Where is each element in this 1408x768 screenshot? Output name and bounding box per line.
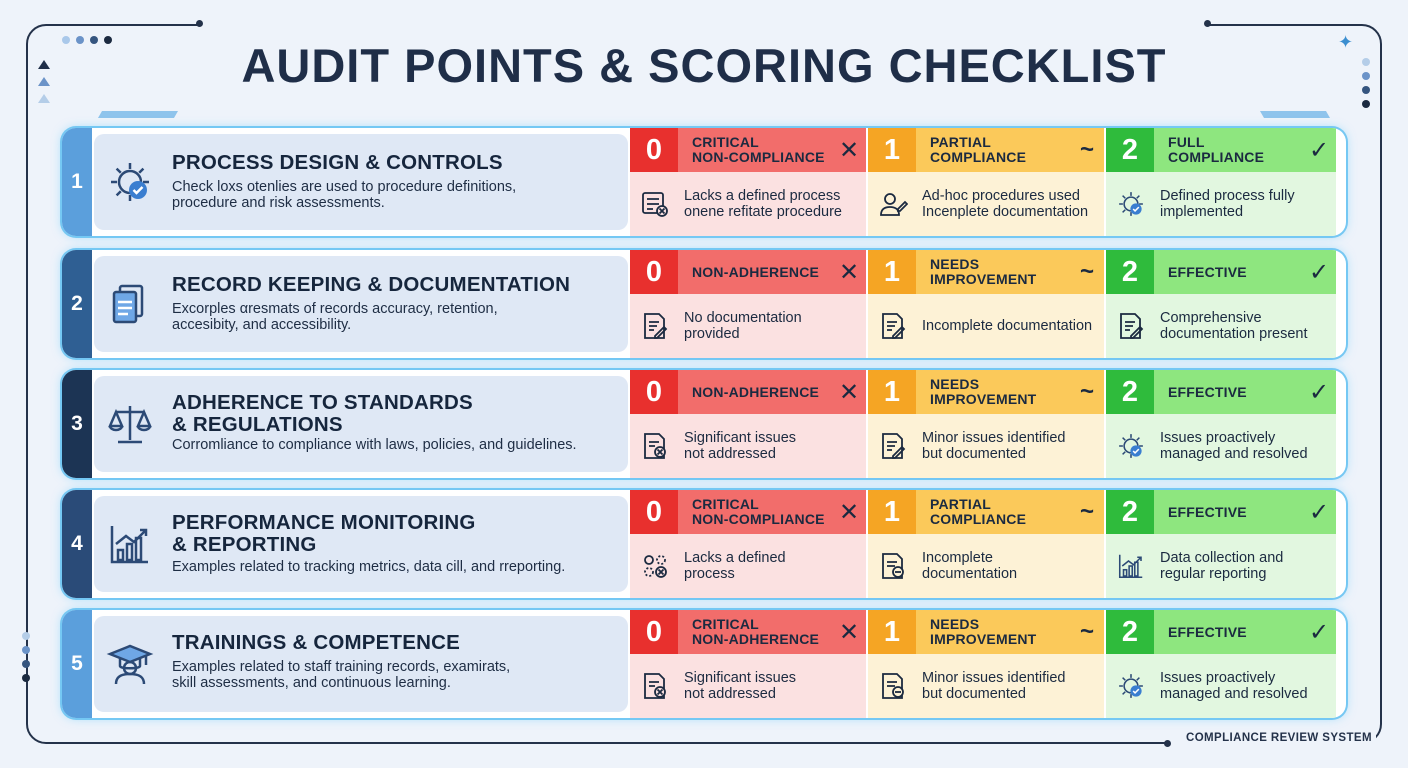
check-icon: ✓: [1308, 136, 1330, 164]
score-value: 1: [868, 370, 916, 414]
score-header: [630, 610, 866, 654]
tilde-icon: ~: [1079, 378, 1094, 405]
title-accent: [1260, 111, 1330, 118]
item-title: ADHERENCE TO STANDARDS & REGULATIONS: [172, 391, 473, 436]
score-criteria: [868, 534, 1104, 598]
score-criteria-text: Significant issues not addressed: [684, 670, 797, 702]
item-description: Examples related to staff training records, examirats, skill assessments, and continuous learning.: [172, 659, 511, 691]
score-criteria-text: Significant issues not addressed: [684, 430, 797, 462]
score-label: CRITICAL NON-COMPLIANCE: [692, 134, 825, 165]
score-criteria: [868, 294, 1104, 358]
item-description: Examples related to tracking metrics, data cill, and rreporting.: [172, 559, 566, 575]
audit-row: [62, 250, 1346, 358]
deco-dot: [22, 660, 30, 668]
score-label: NEEDS IMPROVEMENT: [930, 376, 1037, 407]
score-label: NON-ADHERENCE: [692, 263, 820, 280]
score-criteria-text: Lacks a defined process: [684, 550, 786, 582]
gear-check-icon: [1116, 189, 1146, 219]
score-label: NON-ADHERENCE: [692, 383, 820, 400]
graduate-icon: [106, 640, 154, 688]
score-cell-2: [1106, 610, 1336, 718]
item-description: Excorples αresmats of records accuracy, retention, accesibity, and accessibility.: [172, 301, 498, 333]
check-icon: ✓: [1308, 258, 1330, 286]
doc-pen-icon: [1116, 311, 1146, 341]
doc-pen-icon: [640, 311, 670, 341]
score-header: [630, 370, 866, 414]
score-value: 0: [630, 610, 678, 654]
scales-icon: [106, 400, 154, 448]
user-pen-icon: [878, 189, 908, 219]
score-value: 1: [868, 490, 916, 534]
item-description: Check loxs otenlies are used to procedure definitions, procedure and risk assessments.: [172, 179, 517, 211]
deco-dot: [22, 632, 30, 640]
gear-check-icon: [1116, 431, 1146, 461]
score-header: [868, 610, 1104, 654]
check-icon: ✓: [1308, 378, 1330, 406]
check-icon: ✓: [1308, 498, 1330, 526]
score-label: EFFECTIVE: [1168, 263, 1247, 280]
score-cell-0: [630, 490, 866, 598]
score-criteria-text: Minor issues identified but documented: [922, 670, 1066, 702]
cross-icon: ✕: [838, 136, 860, 164]
score-label: EFFECTIVE: [1168, 623, 1247, 640]
score-criteria: [630, 414, 866, 478]
gear-check-icon: [106, 158, 154, 206]
doc-x-icon: [640, 671, 670, 701]
score-criteria-text: Incomplete documentation: [922, 550, 1018, 582]
tilde-icon: ~: [1079, 136, 1094, 163]
score-label: CRITICAL NON-COMPLIANCE: [692, 496, 825, 527]
doc-minus-icon: [878, 551, 908, 581]
score-criteria-text: Defined process fully implemented: [1160, 188, 1295, 220]
score-cell-2: [1106, 128, 1336, 236]
item-title: PROCESS DESIGN & CONTROLS: [172, 151, 503, 174]
score-label: CRITICAL NON-ADHERENCE: [692, 616, 820, 647]
audit-item: [94, 496, 628, 592]
doc-x-icon: [640, 431, 670, 461]
score-criteria: [868, 654, 1104, 718]
score-cell-1: [868, 370, 1104, 478]
score-value: 2: [1106, 370, 1154, 414]
score-value: 0: [630, 370, 678, 414]
score-header: [1106, 610, 1336, 654]
score-cell-2: [1106, 250, 1336, 358]
score-criteria-text: Issues proactively managed and resolved: [1160, 430, 1308, 462]
score-label: FULL COMPLIANCE: [1168, 134, 1265, 165]
page-title: AUDIT POINTS & SCORING CHECKLIST: [241, 39, 1167, 92]
score-cell-2: [1106, 370, 1336, 478]
cross-icon: ✕: [838, 378, 860, 406]
score-criteria-text: Data collection and regular reporting: [1160, 550, 1284, 582]
audit-row: [62, 370, 1346, 478]
score-header: [630, 490, 866, 534]
score-criteria: [868, 172, 1104, 236]
score-cell-1: [868, 128, 1104, 236]
score-label: EFFECTIVE: [1168, 383, 1247, 400]
score-header: [1106, 490, 1336, 534]
title-accent: [98, 111, 178, 118]
item-description: Corromliance to compliance with laws, policies, and guidelines.: [172, 437, 577, 453]
score-criteria-text: Issues proactively managed and resolved: [1160, 670, 1308, 702]
audit-row: [62, 610, 1346, 718]
frame-gap: [200, 20, 1206, 28]
score-label: NEEDS IMPROVEMENT: [930, 256, 1037, 287]
score-label: PARTIAL COMPLIANCE: [930, 496, 1027, 527]
gear-check-icon: [1116, 671, 1146, 701]
score-criteria: [630, 294, 866, 358]
score-header: [868, 370, 1104, 414]
score-value: 0: [630, 128, 678, 172]
score-criteria: [868, 414, 1104, 478]
score-criteria: [1106, 534, 1336, 598]
row-number: 5: [62, 610, 92, 718]
audit-item: [94, 376, 628, 472]
deco-dot: [1362, 100, 1370, 108]
score-cell-1: [868, 610, 1104, 718]
item-title: PERFORMANCE MONITORING & REPORTING: [172, 511, 476, 556]
score-criteria-text: No documentation provided: [684, 310, 802, 342]
process-x-icon: [640, 551, 670, 581]
score-criteria-text: Ad-hoc procedures used Incenplete documentation: [922, 188, 1089, 220]
doc-pen-icon: [878, 431, 908, 461]
deco-dot: [22, 646, 30, 654]
audit-row: [62, 128, 1346, 236]
score-cell-1: [868, 250, 1104, 358]
list-x-icon: [640, 189, 670, 219]
score-value: 2: [1106, 128, 1154, 172]
deco-dot: [22, 674, 30, 682]
score-header: [1106, 128, 1336, 172]
score-header: [868, 250, 1104, 294]
chart-icon: [1116, 551, 1146, 581]
score-header: [868, 128, 1104, 172]
row-number: 3: [62, 370, 92, 478]
score-label: NEEDS IMPROVEMENT: [930, 616, 1037, 647]
item-title: RECORD KEEPING & DOCUMENTATION: [172, 273, 571, 296]
score-criteria-text: Minor issues identified but documented: [922, 430, 1066, 462]
score-criteria-text: Comprehensive documentation present: [1160, 310, 1308, 342]
tilde-icon: ~: [1079, 258, 1094, 285]
row-number: 4: [62, 490, 92, 598]
score-criteria: [1106, 172, 1336, 236]
score-value: 1: [868, 610, 916, 654]
score-header: [1106, 250, 1336, 294]
check-icon: ✓: [1308, 618, 1330, 646]
score-label: PARTIAL COMPLIANCE: [930, 134, 1027, 165]
score-criteria-text: Lacks a defined process onene refitate procedure: [684, 188, 842, 220]
score-criteria: [1106, 294, 1336, 358]
score-value: 0: [630, 250, 678, 294]
triangle-icon: [38, 94, 50, 103]
item-title: TRAININGS & COMPETENCE: [172, 631, 460, 654]
score-criteria: [1106, 654, 1336, 718]
score-criteria: [630, 654, 866, 718]
audit-row: [62, 490, 1346, 598]
score-value: 2: [1106, 490, 1154, 534]
cross-icon: ✕: [838, 258, 860, 286]
tilde-icon: ~: [1079, 618, 1094, 645]
row-number: 2: [62, 250, 92, 358]
score-criteria: [630, 534, 866, 598]
audit-item: [94, 616, 628, 712]
sparkle-icon: ✦: [1338, 32, 1354, 52]
footer-label: COMPLIANCE REVIEW SYSTEM: [1182, 732, 1376, 744]
cross-icon: ✕: [838, 618, 860, 646]
score-value: 2: [1106, 610, 1154, 654]
score-header: [630, 250, 866, 294]
score-criteria-text: Incomplete documentation: [922, 318, 1093, 334]
row-number: 1: [62, 128, 92, 236]
score-header: [630, 128, 866, 172]
score-value: 1: [868, 128, 916, 172]
score-value: 2: [1106, 250, 1154, 294]
frame-node: [1164, 740, 1171, 747]
score-label: EFFECTIVE: [1168, 503, 1247, 520]
documents-icon: [106, 280, 154, 328]
audit-item: [94, 256, 628, 352]
cross-icon: ✕: [838, 498, 860, 526]
audit-item: [94, 134, 628, 230]
score-value: 1: [868, 250, 916, 294]
doc-pen-icon: [878, 311, 908, 341]
score-criteria: [630, 172, 866, 236]
score-header: [1106, 370, 1336, 414]
score-cell-0: [630, 610, 866, 718]
frame-node: [196, 20, 203, 27]
doc-minus-icon: [878, 671, 908, 701]
score-value: 0: [630, 490, 678, 534]
score-cell-0: [630, 128, 866, 236]
frame-node: [1204, 20, 1211, 27]
score-header: [868, 490, 1104, 534]
chart-icon: [106, 520, 154, 568]
score-criteria: [1106, 414, 1336, 478]
score-cell-0: [630, 370, 866, 478]
tilde-icon: ~: [1079, 498, 1094, 525]
score-cell-0: [630, 250, 866, 358]
score-cell-2: [1106, 490, 1336, 598]
score-cell-1: [868, 490, 1104, 598]
